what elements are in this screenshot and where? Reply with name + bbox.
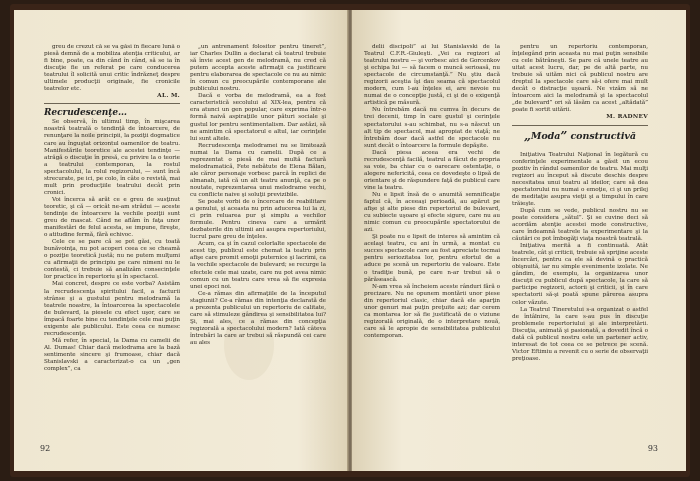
- left-page: [14, 10, 348, 471]
- signature-m-radnev: M. RADNEV: [606, 114, 648, 121]
- paragraph: Nu întrebăm dacă nu cumva în decurs de trei decenii, timp în care gustul şi cerinţele spectatorului s-au schimbat, nu s-a născut un alt tip de spectacol, mai apropiat de viaţă; ne întrebăm doar dacă astfel de spectacole nu sunt decât o întoarcere la formule depăşite.: [364, 107, 500, 149]
- close-quote: ”: [560, 128, 568, 143]
- right-column-2: [512, 44, 648, 442]
- heading-word-constructiva: constructivă: [567, 130, 636, 142]
- open-quote: „: [524, 128, 531, 143]
- divider: [512, 125, 648, 126]
- paragraph: Şi poate nu e lipsit de interes să amintim că acelaşi teatru, cu ani în urmă, a montat cu succes spectacole care au fost apreciate tocmai pentru seriozitatea lor, pentru efortul de a aduce pe scenă un repertoriu de valoare. Este o tradiţie bună, pe care n-ar trebui să o părăsească.: [364, 234, 500, 283]
- paragraph: Nu e lipsit însă de o anumită semnificaţie faptul că, în aceeaşi perioadă, au apărut pe afişe şi alte piese din repertoriul de bulevard, cu subiecte uşoare şi efecte sigure, care nu au nimic comun cu preocupările spectatorului de azi.: [364, 191, 500, 234]
- left-column-2: [190, 44, 326, 442]
- paragraph: Mai concret, despre ce este vorba? Asistăm la recrudescenţa spiritului facil, a facturii strânse şi a gustului pentru melodramă la teatrele noastre, la întoarcerea la spectacolele de bulevard, la piesele cu efect uşor, care se împacă foarte bine cu tendinţele cele mai puţin exigente ale publicului. Este ceea ce numesc recrudescenţe.: [44, 281, 180, 337]
- heading-word-moda: Moda: [530, 130, 561, 142]
- left-column-1: [44, 44, 180, 442]
- paragraph: Dacă piesa aceea era vechi de recrudescenţă facilă, teatrul a făcut de propria sa voie, ba chiar cu o oarecare ostentaţie, o alegere nefericită, ceea ce dovedeşte o lipsă de orientare şi de răspundere faţă de publicul care vine la teatru.: [364, 149, 500, 191]
- book-spread: [10, 4, 690, 477]
- right-page: [352, 10, 686, 471]
- paragraph: Se poate vorbi de o încercare de reabilitare a genului, şi aceasta nu prin aducerea lui la zi, ci prin reluarea pur şi simplu a vechilor formule. Pentru cineva care a urmărit dezbaterile din ultimii ani asupra repertoriului, lucrul pare greu de înţeles.: [190, 199, 326, 241]
- article-heading-recrudescente: Recrudescenţe…: [44, 108, 127, 119]
- paragraph: Voi încerca să arăt ce e greu de susţinut teoretic, şi că — oricât ne-am strădui — aceste tendinţe de întoarcere la vechile poziţii sunt greu de mascat. Când ne aflăm în faţa unor manifestări de felul acesta, se impune, fireşte, o atitudine fermă, fără echivoc.: [44, 196, 180, 239]
- article-heading-moda-constructiva: [512, 130, 648, 143]
- paragraph: Iniţiativa merită a fi continuată. Atât teatrele, cât şi criticii, trebuie să sprijine aceste încercări, pentru ca ele să devină o practică obişnuită, iar nu simple evenimente izolate. Ne gândim, de exemplu, la organizarea unor discuţii cu publicul după spectacole, la care să participe regizorii, actorii şi criticii, şi în care spectatorii să-şi poată spune părerea asupra celor văzute.: [512, 243, 648, 306]
- divider: [44, 103, 180, 104]
- right-column-1: [364, 44, 500, 442]
- paragraph: Iniţiativa Teatrului Naţional în legătură cu conferinţele experimentale a găsit un ecou pozitiv în rândul oamenilor de teatru. Mai mulţi regizori au început să discute deschis despre necesitatea unui teatru al ideilor, care să dea spectatorului nu numai o emoţie, ci şi un prilej de meditaţie asupra vieţii şi a timpului în care trăieşte.: [512, 151, 648, 207]
- paragraph: Recrudescenţa melodramei nu se limitează numai la Dama cu camelii. După ce a reprezentat o piesă de mai multă factură melodramatică, Fete nebătute de Elena Bălan, ale căror personaje vorbesc parcă în replici de almanah, iată că un alt teatru anunţă, ca pe o noutate, reprezentarea unui melodrame vechi, cu conflicte naive şi soluţii previzibile.: [190, 142, 326, 198]
- paragraph: După cum se vede, publicul nostru nu se poate considera „sătul”. Şi se cuvine deci să acordăm atenţie acestei mode constructive, care îndeamnă teatrele la experimentare şi la căutări ce pot îmbogăţi viaţa noastră teatrală.: [512, 207, 648, 243]
- right-col2-body: [512, 152, 648, 363]
- left-col1-lead: greu de crezut că se va găsi în fiecare lună o piesă demnă de a mobiliza atenţia criticului, ar fi bine, poate, ca din când în când, să se ia în discuţie fie un referat pe care conducerea teatrului îl solicită unui critic îndrăzneţ despre ultimele producţii originale, fie cronicile teatrelor etc.: [44, 44, 180, 93]
- page-number-right: 93: [647, 444, 658, 453]
- paragraph: Acum, ca şi în cazul celorlalte spectacole de acest tip, publicul este chemat la teatru prin afişe care promit emoţii puternice şi lacrimi, ca la vechile spectacole de bulevard; se recurge la efectele cele mai uzate, care nu pot avea nimic comun cu un teatru care vrea să fie expresia unei epoci noi.: [190, 241, 326, 290]
- paragraph: Se observă, în ultimul timp, în mişcarea noastră teatrală o tendinţă de întoarcere, de renunţare la noile principii, la poziţii dogmatice care au înguştat orizontul oamenilor de teatru. Manifestările teoretice ale acestei tendinţe — atrăgă o discuţie în presă, cu privire la o teorie a teatrului contemporan, la rostul spectacolului, la rolul regizorului, — sunt încă strecurate, pe ici, pe colo, în câte o revistă, mai mult prin producţiile teatrului decât prin cronici.: [44, 119, 180, 196]
- paragraph: Dacă e vorba de melodramă, ea a fost caracteristică secolului al XIX-lea, pentru că era atunci un gen popular, care exprima într-o formă naivă aspiraţiile unor pături sociale şi gustul lor pentru sentimentalism. Dar astăzi, să ne amintim că spectatorul e altul, iar cerinţele lui sunt altele.: [190, 93, 326, 142]
- paragraph: delii discipoli” ai lui Stanislavski de la Teatrul C.F.R.-Giuleşti. „Vei ca regizori al teatrului nostru — şi vorbesc aici de Gorcenkov şi echipa lui — să facem o muncă serioasă, nu spectacole de circumstanţă.” Nu ştiu dacă regizorii aceştia îşi dau seama că spectacolul modern, cum l-au înţeles ei, are nevoie nu numai de o concepţie justă, ci şi de o exigenţă artistică pe măsură.: [364, 44, 500, 107]
- right-col2-lead: pentru un repertoriu contemporan, înţelegând prin aceasta nu mai puţin sensibile cu cele bătrâneşti. Se pare că unele teatre au uitat acest lucru, dar, pe de altă parte, nu trebuie să uităm nici că publicul nostru are dreptul la spectacole care să-i ofere mai mult decât o distracţie uşoară. Ne vizăm să ne întoarcem aici la melodramă şi la spectacolul „de bulevard” ori să lăsăm ca acest „altădată” poate fi sortit uitării.: [512, 44, 648, 114]
- paragraph: La Teatrul Tineretului s-a organizat o astfel de întâlnire, la care s-au pus în discuţie problemele repertoriului şi ale interpretării. Discuţia, animată şi pasionată, a dovedit încă o dată că publicul nostru este un partener activ, interesat de tot ceea ce se petrece pe scenă. Victor Eftimiu a revenit cu o serie de observaţii preţioase.: [512, 306, 648, 362]
- left-col1-body: [44, 119, 180, 373]
- signature-al-m: AL. M.: [157, 93, 180, 100]
- paragraph: Mă refer, în special, la Dama cu camelii de Al. Dumas! Chiar dacă melodrama are la bază sentimente sincere şi frumoase, chiar dacă Stanislavski a caracterizat-o ca un „gen complex”, ca: [44, 337, 180, 373]
- page-number-left: 92: [40, 444, 51, 453]
- paragraph: „un antrenament folositor pentru tineret”, iar Charles Dullin a declarat că teatrul trebuie să învie acest gen de melodramă, nu cred că putem accepta aceste afirmaţii ca justificare pentru elaborarea de spectacole ce nu au nimic în comun cu preocupările contemporane ale publicului nostru.: [190, 44, 326, 93]
- paragraph: Cele ce se pare că se pot găsi, cu toată bunăvoinţa, nu pot acoperi ceea ce se cheamă o poziţie teoretică justă; nu ne putem mulţumi cu afirmaţii de principiu pe care nimeni nu le contestă, ci trebuie să analizăm consecinţele lor practice în repertoriu şi în spectacol.: [44, 239, 180, 281]
- paragraph: N-am vrea să încheiem aceste rânduri fără o precizare. Nu ne opunem montării unor piese din repertoriul clasic, chiar dacă ele aparţin unor genuri mai puţin preţuite azi; dar cerem ca montarea lor să fie justificată de o viziune regizorală originală, de o interpretare nouă, care să le apropie de sensibilitatea publicului contemporan.: [364, 283, 500, 339]
- paragraph: Ce-a rămas din afirmaţiile de la începutul stagiunii? Ce-a rămas din intenţia declarată de a prezenta publicului un repertoriu de calitate, care să stimuleze gândirea şi sensibilitatea lui? Şi, mai ales, ce a rămas din concepţia regizorală a spectacolului modern? Iată câteva întrebări la care ar trebui să răspundă cei care au ales: [190, 290, 326, 346]
